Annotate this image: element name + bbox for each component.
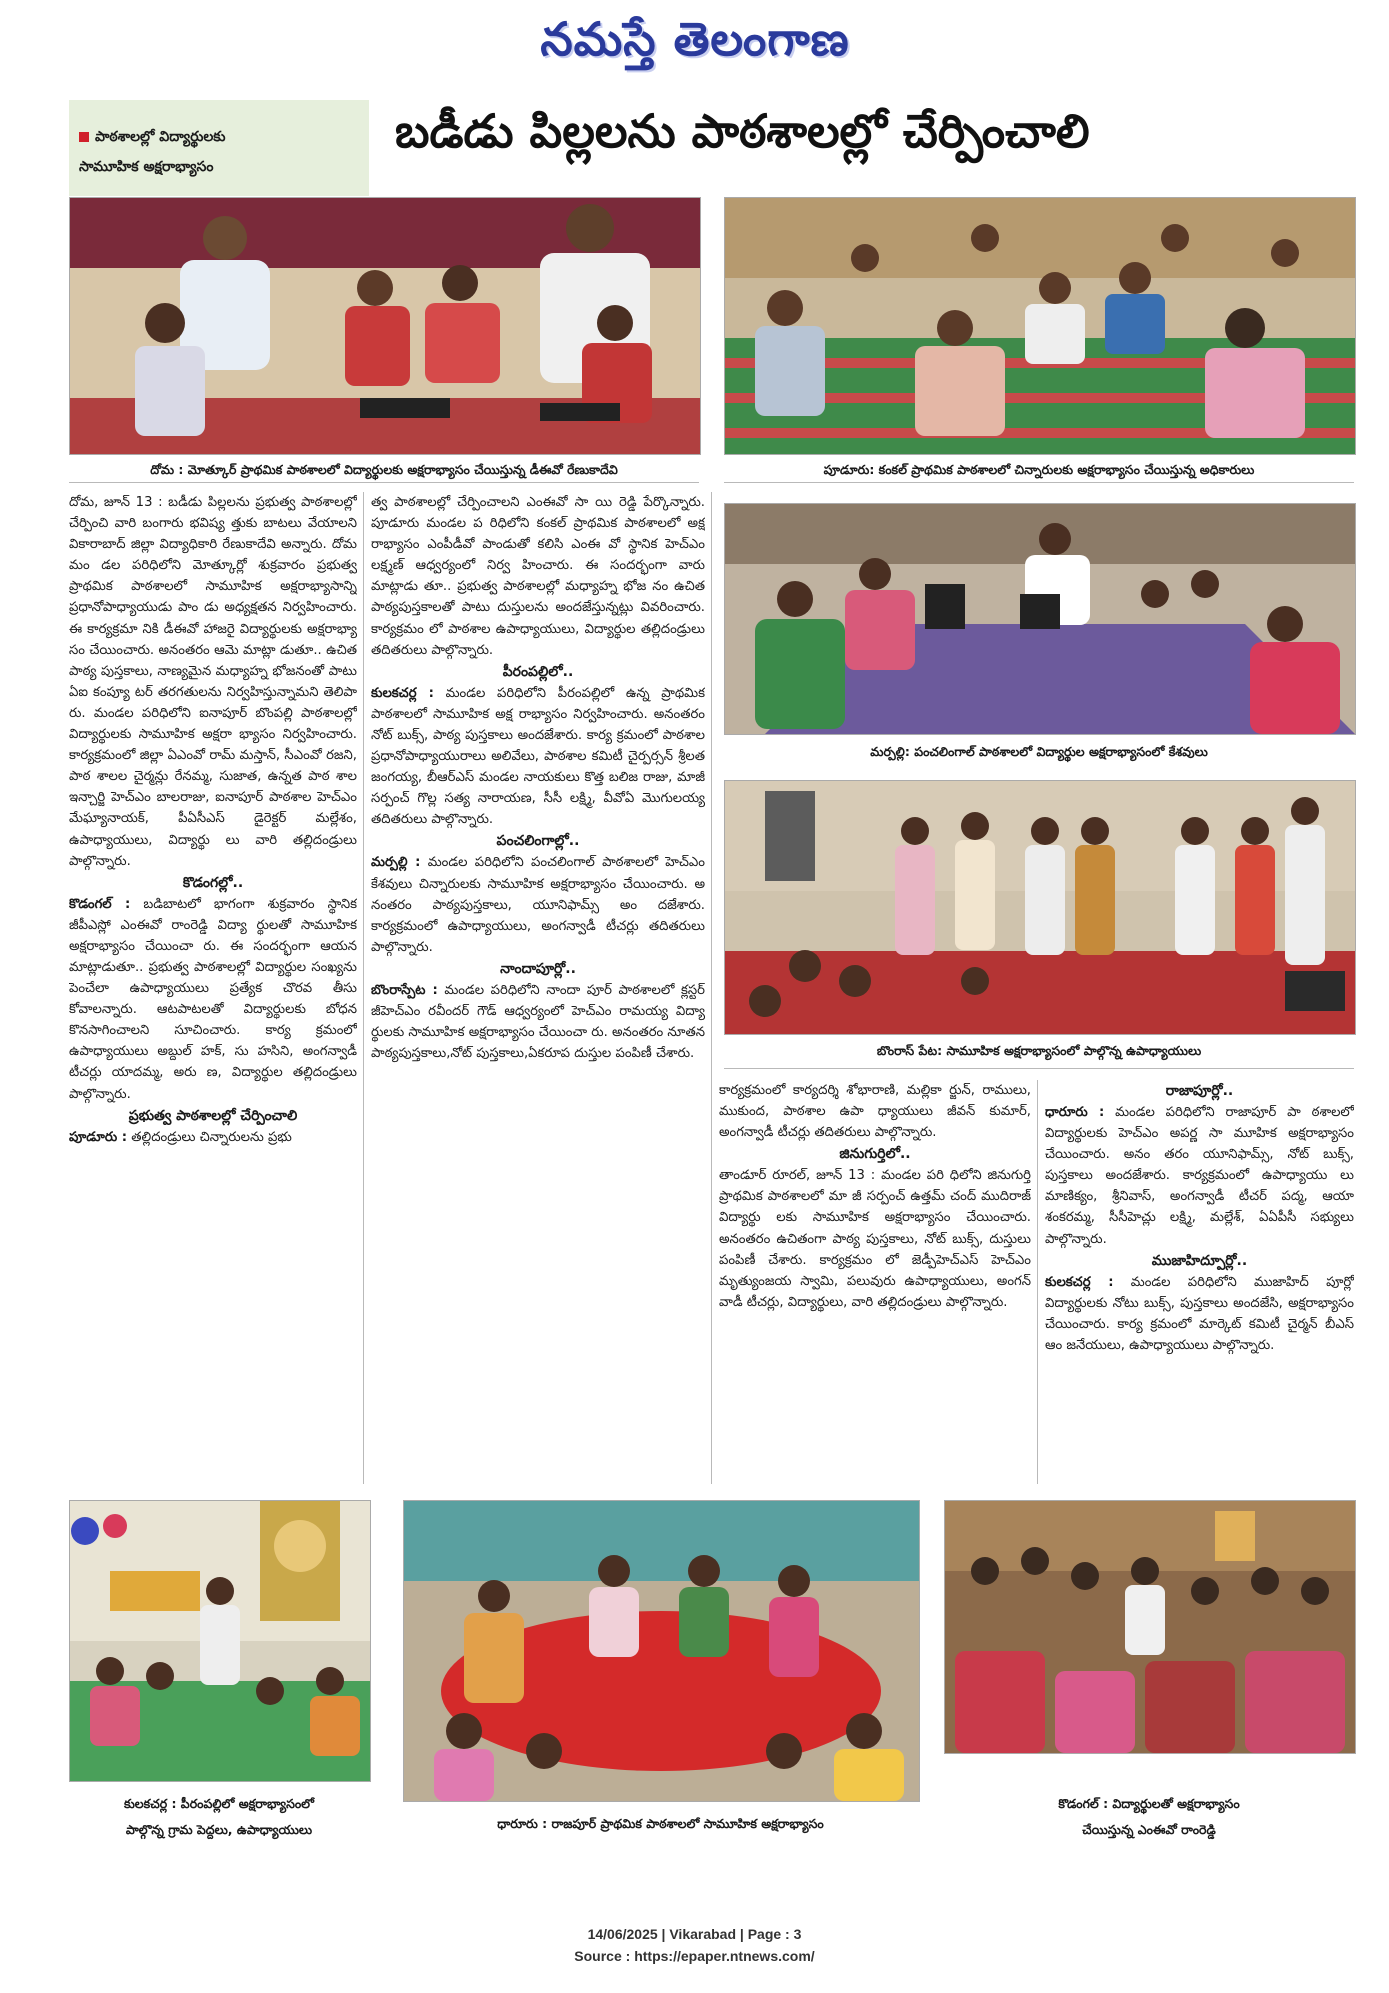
caption-divider [724,482,1354,483]
article-column-2 [371,492,705,1484]
article-paragraph [1045,1102,1354,1250]
article-paragraph [371,683,705,831]
main-headline: బడీడు పిల్లలను పాఠశాలల్లో చేర్పించాలి [395,104,1090,158]
photo-kulkacharla-school [69,1500,371,1782]
photo-rajapur-school [403,1500,920,1802]
photo-caption: పూడూరు: కంకల్ ప్రాథమిక పాఠశాలలో చిన్నారులకు అక్షరాభ్యాసం చేయిస్తున్న అధికారులు [823,462,1255,477]
article-paragraph [371,980,705,1064]
section-subheading: ప్రభుత్వ పాఠశాలల్లో చేర్పించాలి [128,1107,298,1124]
photo-caption: దోమ : మోత్కూర్ ప్రాథమిక పాఠశాలలో విద్యార్థులకు అక్షరాభ్యాసం చేయిస్తున్న డీఈవో రేణుకాదేవి [150,462,618,477]
article-paragraph [1045,1272,1354,1356]
dateline: మర్పల్లి : [371,855,421,871]
classroom-photo-illustration [725,504,1355,734]
column-divider [1037,1080,1038,1484]
caption-divider [724,1068,1354,1069]
section-subheading: ముజాహిద్పూర్లో.. [1151,1252,1248,1269]
article-paragraph [371,852,705,957]
paragraph-body: మండల పరిధిలోని రాజాపూర్ పా ఠశాలలో విద్యార్థులకు హెచ్ఎం అపర్ణ సా మూహిక అక్షరాభ్యాసం చేయించారు. అనం తరం యూనిఫామ్స్, నోట్ బుక్స్, పుస్తకాలు అందజేశారు. కార్యక్రమంలో ఉపాధ్యాయు లు మాణిక్యం, శ్రీనివాస్, అంగన్వాడీ టీచర్ పద్మ, ఆయా శంకరమ్మ, సీసీహెచ్లు లక్ష్మి, మల్లేశ్, ఏఏపీసీ సభ్యులు పాల్గొన్నారు. [1045,1105,1354,1247]
highlight-item-continued [69,156,369,178]
dateline: కొడంగల్ : [69,896,131,912]
article-paragraph: కార్యక్రమంలో కార్యదర్శి శోభారాణి, మల్లికా ర్జున్, రాములు, ముకుంద, పాఠశాల ఉపా ధ్యాయులు జీవన్ కుమార్, అంగన్వాడీ టీచర్లు తదితరులు పాల్గొన్నారు. [719,1083,1031,1141]
highlights-box [69,100,369,196]
section-subheading: కొడంగల్లో.. [182,874,244,891]
section-subheading: జినుగుర్తిలో.. [839,1146,911,1163]
article-column-1 [69,492,357,1484]
column-divider [363,492,364,1484]
column-divider [711,492,712,1484]
article-paragraph [69,1127,357,1148]
classroom-photo-illustration [945,1501,1355,1753]
highlight-item [69,126,369,148]
photo-marpalli-school [724,503,1356,735]
newspaper-masthead: నమస్తే తెలంగాణ [540,12,850,66]
classroom-photo-illustration [725,781,1355,1034]
highlight-item-text: పాఠశాలల్లో విద్యార్థులకు [95,129,226,145]
dateline: పూడూరు : [69,1129,128,1145]
photo-caption: బొంరాస్ పేట: సామూహిక అక్షరాభ్యాసంలో పాల్గొన్న ఉపాధ్యాయులు [876,1043,1202,1058]
dateline: కులకచర్ల : [371,685,434,701]
caption-divider [69,482,699,483]
article-paragraph: తాండూర్ రూరల్, జూన్ 13 : మండల పరి ధిలోని జినుగుర్తి ప్రాథమిక పాఠశాలలో మా జీ సర్పంచ్ ఉత్తమ్ చంద్ ముదిరాజ్ విద్యార్థు లకు సామూహిక అక్షరాభ్యాసం చేయించారు. అనంతరం ఉచితంగా పాఠ్య పుస్తకాలు, నోట్ బుక్స్, దుస్తులు పంపిణీ చేశారు. కార్యక్రమం లో జెడ్పీహెచ్ఎస్ హెచ్ఎం మృత్యుంజయ స్వామి, పలువురు ఉపాధ్యాయులు, అంగన్ వాడీ టీచర్లు, విద్యార్థులు, వారి తల్లిదండ్రులు పాల్గొన్నారు. [719,1168,1031,1310]
paragraph-body: మండల పరిధిలోని పంచలింగాల్ పాఠశాలలో హెచ్ఎం కేశవులు చిన్నారులకు సామూహిక అక్షరాభ్యాసం చేయించారు. అ నంతరం పాఠ్యపుస్తకాలు, యూనిఫామ్స్ అం దజేశారు. కార్యక్రమంలో ఉపాధ్యాయులు, అంగన్వాడీ టీచర్లు తదితరులు పాల్గొన్నారు. [371,855,705,955]
dateline: కులకచర్ల : [1045,1274,1114,1290]
article-paragraph: దోమ, జూన్ 13 : బడీడు పిల్లలను ప్రభుత్వ పాఠశాలల్లో చేర్పించి వారి బంగారు భవిష్య త్తుకు బాటలు వేయాలని వికారాబాద్ జిల్లా విద్యాధికారి రేణుకాదేవి అన్నారు. దోమ మం డల పరిధిలోని మోత్కూర్లో శుక్రవారం ప్రభుత్వ ప్రాథమిక పాఠశాలలో సామూహిక అక్షరాభ్యాసాన్ని ప్రధానోపాధ్యాయుడు పాం డు అధ్యక్షతన నిర్వహించారు. ఈ కార్యక్రమా నికి డీఈవో హాజరై విద్యార్థులకు అక్షరాభ్యా సం చేయించారు. అనంతరం ఆమె మాట్లా డుతూ.. ఉచిత పాఠ్య పుస్తకాలు, నాణ్యమైన మధ్యాహ్న భోజనంతో పాటు ఏఐ కంప్యూ టర్ తరగతులను నిర్వహిస్తున్నామని తెలిపా రు. మండల పరిధిలోని ఐనాపూర్ బొంపల్లి పాఠశాలల్లో విద్యార్థులకు సామూహిక అక్షరా భ్యాసం నిర్వహించారు. కార్యక్రమంలో జిల్లా ఏఎంవో రామ్ మస్తాన్, సీఎంవో రజని, పాఠ శాలల చైర్మన్లు రేనమ్మ, సుజాత, ఉన్నత పాఠ శాల ఇన్చార్జి హెచ్ఎం బాలరాజు, ఐనాపూర్ పాఠశాల హెచ్ఎం మేఘ్యానాయక్, పీఏసీఎస్ డైరెక్టర్ మల్లేశం, ఉపాధ్యాయులు, విద్యార్థు లు వారి తల్లిదండ్రులు పాల్గొన్నారు. [69,495,357,869]
photo-kodangal-school [944,1500,1356,1754]
dateline: బొంరాస్పేట : [371,982,438,998]
section-subheading: నాందాపూర్లో.. [500,960,576,977]
paragraph-body: మండల పరిధిలోని ముజాహిద్ పూర్లో విద్యార్థులకు నోటు బుక్స్, పుస్తకాలు అందజేసి, అక్షరాభ్యాసం చేయించారు. కార్య క్రమంలో మార్కెట్ కమిటీ చైర్మన్ బీఎస్ ఆం జనేయులు, ఉపాధ్యాయులు పాల్గొన్నారు. [1045,1274,1354,1353]
photo-caption: కులకచర్ల : పీరంపల్లిలో అక్షరాభ్యాసంలో [123,1796,315,1811]
article-column-3 [719,1080,1031,1484]
section-subheading: రాజాపూర్లో.. [1165,1083,1234,1099]
photo-pudur-school [724,197,1356,455]
section-subheading: పీరంపల్లిలో.. [502,663,574,680]
photo-caption: ధారూరు : రాజపూర్ ప్రాథమిక పాఠశాలలో సామూహిక అక్షరాభ్యాసం [497,1816,824,1831]
photo-caption: పాల్గొన్న గ్రామ పెద్దలు, ఉపాధ్యాయులు [125,1822,313,1837]
photo-domma-school [69,197,701,455]
paragraph-body: తల్లిదండ్రులు చిన్నారులను ప్రభు [127,1129,292,1145]
classroom-photo-illustration [70,1501,370,1781]
article-paragraph [69,894,357,1105]
photo-caption: మర్పల్లి: పంచలింగాల్ పాఠశాలలో విద్యార్థుల అక్షరాభ్యాసంలో కేశవులు [870,744,1208,759]
photo-caption: కొడంగల్ : విద్యార్థులతో అక్షరాభ్యాసం [1058,1796,1240,1811]
photo-bomraspet-school [724,780,1356,1035]
paragraph-body: బడిబాటలో భాగంగా శుక్రవారం స్థానిక జీపీఎస్లో ఎంఈవో రాంరెడ్డి విద్యా ర్థులతో సామూహిక అక్షరాభ్యాసం చేయించా రు. ఈ సందర్భంగా ఆయన మాట్లాడుతూ.. ప్రభుత్వ పాఠశాలల్లో విద్యార్థుల సంఖ్యను పెంచేలా ఉపాధ్యాయులు ప్రత్యేక చొరవ తీసు కోవాలన్నారు. ఆటపాటలతో విద్యార్థులకు బోధన కొనసాగించాలని సూచించారు. కార్య క్రమంలో ఉపాధ్యాయులు అబ్దుల్ హక్, సు హసిని, అంగన్వాడీ టీచర్లు యాదమ్మ, అరు ణ, విద్యార్థుల తల్లిదండ్రులు పాల్గొన్నారు. [69,896,357,1102]
paragraph-body: మండల పరిధిలోని నాందా పూర్ పాఠశాలలో క్లస్టర్ జీహెచ్ఎం రవీందర్ గౌడ్ ఆధ్వర్యంలో హెచ్ఎం రామయ్య విద్యా ర్థులకు సామూహిక అక్షరాభ్యాసం చేయించా రు. అనంతరం నూతన పాఠ్యపుస్తకాలు,నోట్ పుస్తకాలు,ఏకరూప దుస్తుల పంపిణీ చేశారు. [371,982,705,1062]
classroom-photo-illustration [404,1501,919,1801]
classroom-photo-illustration [70,198,700,454]
page-footer-source: Source : https://epaper.ntnews.com/ [574,1948,815,1964]
section-subheading: పంచలింగాల్లో.. [496,833,580,850]
highlights-box-cut-row [69,100,369,114]
dateline: ధారూరు : [1045,1105,1105,1120]
paragraph-body: మండల పరిధిలోని పీరంపల్లిలో ఉన్న ప్రాథమిక పాఠశాలలో సామూహిక అక్ష రాభ్యాసం నిర్వహించారు. అనంతరం నోట్ బుక్స్, పాఠ్య పుస్తకాలు అందజేశారు. కార్య క్రమంలో పాఠశాల ప్రధానోపాధ్యాయురాలు అలివేలు, పాఠశాల కమిటీ చైర్పర్సన్ శ్రీలత జంగయ్య, బీఆర్ఎస్ మండల నాయకులు కొత్త బలిజ రాజు, మాజీ సర్పంచ్ గొల్ల సత్య నారాయణ, సీసీ లక్ష్మి, వీవోఏ మొగులయ్య తదితరులు పాల్గొన్నారు. [371,685,705,828]
article-column-4 [1045,1080,1354,1484]
page-footer-info: 14/06/2025 | Vikarabad | Page : 3 [587,1926,802,1942]
highlight-item-text-2: సామూహిక అక్షరాభ్యాసం [79,159,214,175]
photo-caption: చేయిస్తున్న ఎంఈవో రాంరెడ్డి [1082,1822,1216,1837]
red-square-bullet-icon [79,132,89,142]
article-paragraph: త్వ పాఠశాలల్లో చేర్పించాలని ఎంఈవో సా యి రెడ్డి పేర్కొన్నారు. పూడూరు మండల ప రిధిలోని కంకల్ ప్రాథమిక పాఠశాలలో అక్ష రాభ్యాసం ఎంపీడీవో పాండుతో కలిసి ఎంఈ వో స్థానిక హెచ్ఎం లక్ష్మణ్ ఆధ్వర్యంలో నిర్వ హించారు. ఈ సందర్భంగా వారు మాట్లాడు తూ.. ప్రభుత్వ పాఠశాలల్లో మధ్యాహ్న భోజ నం ఉచిత పాఠ్యపుస్తకాలతో పాటు దుస్తులను అందజేస్తున్నట్లు వివరించారు. కార్యక్రమం లో పాఠశాల ఉపాధ్యాయులు, విద్యార్థుల తల్లిదండ్రులు తదితరులు పాల్గొన్నారు. [371,495,705,658]
classroom-photo-illustration [725,198,1355,454]
